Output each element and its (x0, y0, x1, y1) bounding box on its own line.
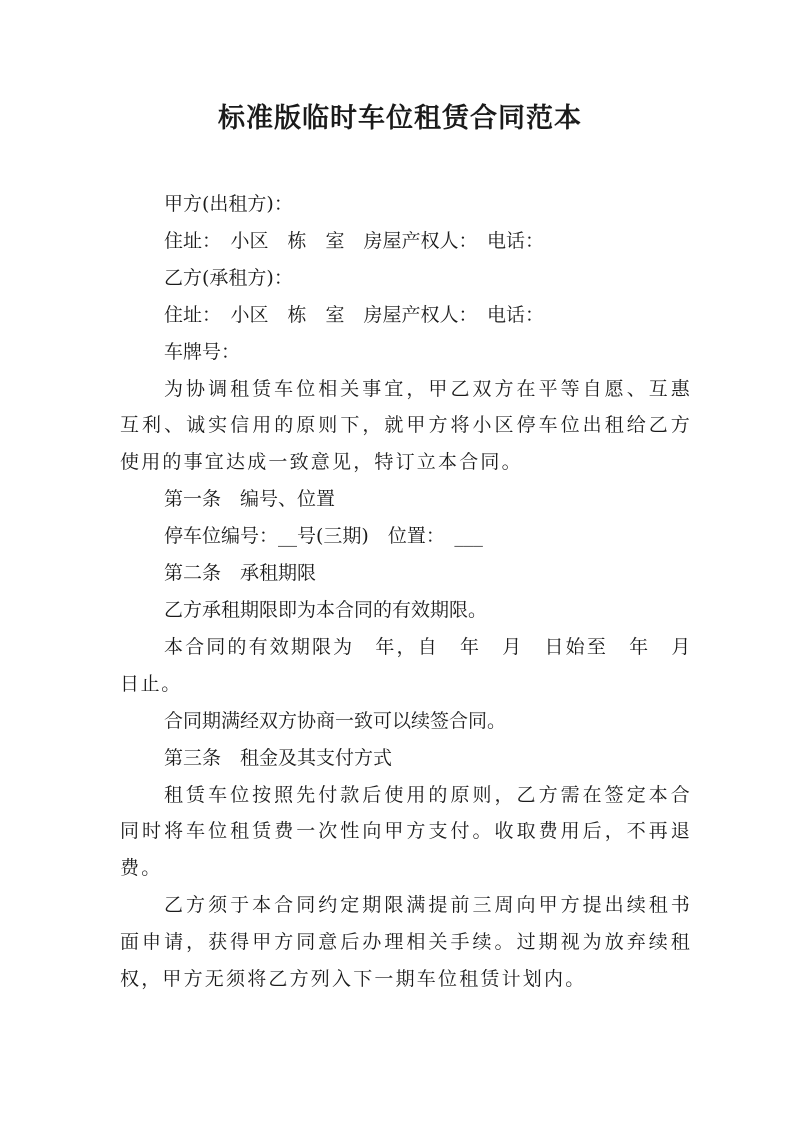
preamble-paragraph: 为协调租赁车位相关事宜，甲乙双方在平等自愿、互惠互利、诚实信用的原则下，就甲方将小区停车位出租给乙方使用的事宜达成一致意见，特订立本合同。 (120, 377, 692, 474)
payment-paragraph: 租赁车位按照先付款后使用的原则，乙方需在签定本合同时将车位租赁费一次性向甲方支付。收取费用后，不再退费。 (120, 783, 692, 880)
validity-period-paragraph: 本合同的有效期限为 年，自 年 月 日始至 年 月 日止。 (120, 635, 713, 695)
article-1-heading: 第一条 编号、位置 (164, 488, 336, 511)
party-b-label: 乙方(承租方)： (164, 266, 293, 289)
plate-number: 车牌号： (164, 340, 241, 363)
renewal-application-paragraph: 乙方须于本合同约定期限满提前三周向甲方提出续租书面申请，获得甲方同意后办理相关手续。过期视为放弃续租权，甲方无须将乙方列入下一期车位租赁计划内。 (120, 894, 692, 991)
parking-space-number: 停车位编号：__号(三期) 位置： ___ (164, 525, 483, 548)
lease-term-paragraph: 乙方承租期限即为本合同的有效期限。 (164, 598, 488, 621)
article-3-heading: 第三条 租金及其支付方式 (164, 746, 393, 769)
document-body (120, 186, 713, 998)
document-title: 标准版临时车位租赁合同范本 (218, 103, 582, 134)
party-a-label: 甲方(出租方)： (164, 193, 293, 215)
party-a-address: 住址： 小区 栋 室 房屋产权人： 电话： (164, 229, 545, 252)
renewal-paragraph: 合同期满经双方协商一致可以续签合同。 (164, 709, 507, 732)
party-b-address: 住址： 小区 栋 室 房屋产权人： 电话： (164, 303, 545, 326)
article-2-heading: 第二条 承租期限 (164, 562, 317, 585)
